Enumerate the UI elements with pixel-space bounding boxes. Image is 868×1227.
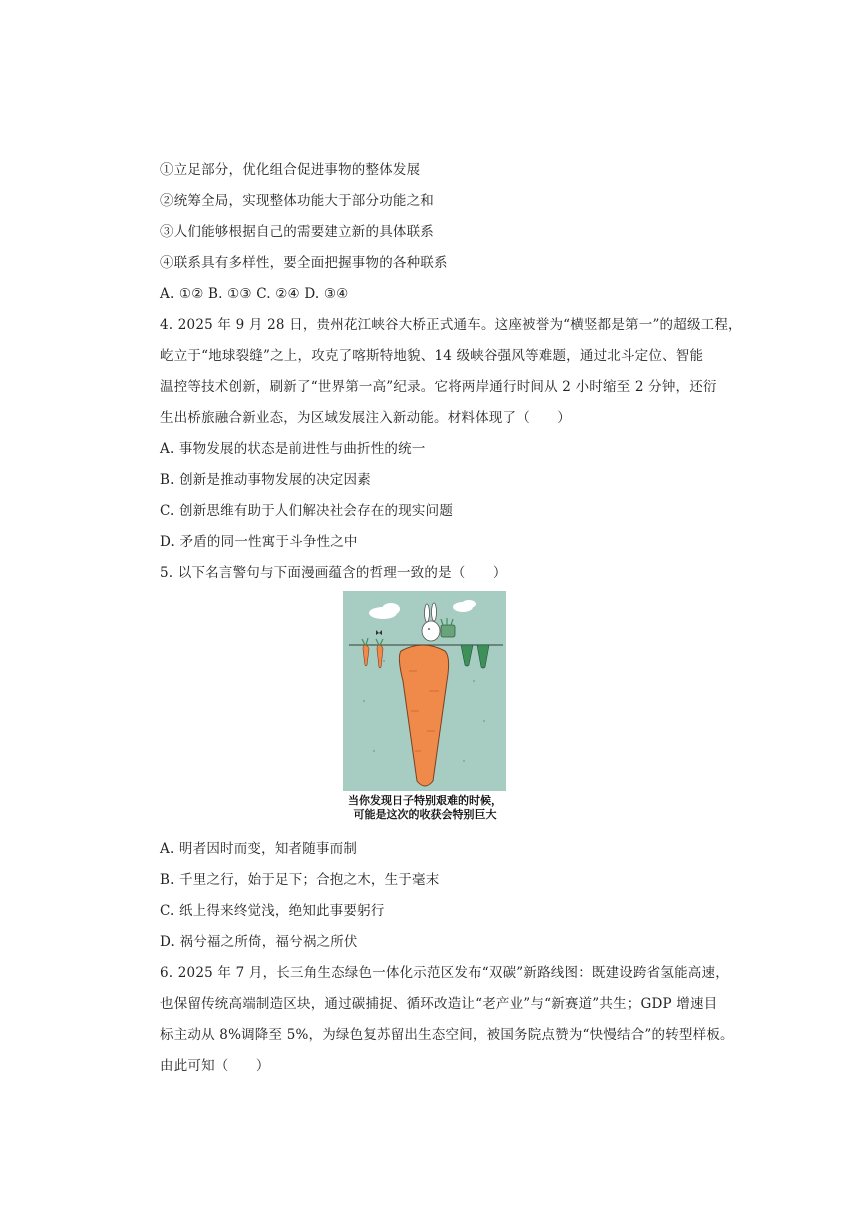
q5-choice-b: B. 千里之行，始于足下；合抱之木，生于毫末	[160, 872, 440, 888]
carrot-cartoon-illustration	[343, 591, 506, 791]
q3-option-3: ③人们能够根据自己的需要建立新的具体联系	[160, 224, 434, 240]
q6-stem-line-4: 由此可知（ ）	[160, 1058, 270, 1074]
q5-choice-c: C. 纸上得来终觉浅，绝知此事要躬行	[160, 903, 385, 919]
q6-stem-line-2: 也保留传统高端制造区块，通过碳捕捉、循环改造让“老产业”与“新赛道”共生；GDP 增速目	[160, 996, 718, 1012]
q4-stem-line-3: 温控等技术创新，刷新了“世界第一高”纪录。它将两岸通行时间从 2 小时缩至 2 分钟，还衍	[160, 379, 717, 395]
q4-stem-line-4: 生出桥旅融合新业态，为区域发展注入新动能。材料体现了（ ）	[160, 410, 571, 426]
q6-stem-line-1: 6. 2025 年 7 月，长三角生态绿色一体化示范区发布“双碳”新路线图：既建设跨省氢能高速，	[160, 965, 729, 981]
q3-option-1: ①立足部分，优化组合促进事物的整体发展	[160, 162, 421, 178]
q3-answer-choices: A. ①② B. ①③ C. ②④ D. ③④	[160, 286, 349, 302]
carrot-cartoon-image	[343, 591, 506, 791]
q3-option-2: ②统筹全局，实现整体功能大于部分功能之和	[160, 193, 434, 209]
q5-choice-d: D. 祸兮福之所倚，福兮祸之所伏	[160, 934, 358, 950]
q4-stem-line-2: 屹立于“地球裂缝”之上，攻克了喀斯特地貌、14 级峡谷强风等难题，通过北斗定位、智能	[160, 348, 704, 364]
q4-choice-b: B. 创新是推动事物发展的决定因素	[160, 472, 371, 488]
figure-caption-line-1: 当你发现日子特别艰难的时候，	[348, 794, 502, 807]
q3-option-4: ④联系具有多样性，要全面把握事物的各种联系	[160, 255, 448, 271]
q5-stem: 5. 以下名言警句与下面漫画蕴含的哲理一致的是（ ）	[160, 565, 507, 581]
q5-choice-a: A. 明者因时而变，知者随事而制	[160, 841, 358, 857]
q4-choice-d: D. 矛盾的同一性寓于斗争性之中	[160, 534, 358, 550]
figure-caption-line-2: 可能是这次的收获会特别巨大	[353, 808, 497, 821]
q4-choice-a: A. 事物发展的状态是前进性与曲折性的统一	[160, 441, 426, 457]
q4-choice-c: C. 创新思维有助于人们解决社会存在的现实问题	[160, 503, 454, 519]
q6-stem-line-3: 标主动从 8%调降至 5%，为绿色复苏留出生态空间，被国务院点赞为“快慢结合”的转型样板。	[160, 1027, 734, 1043]
q4-stem-line-1: 4. 2025 年 9 月 28 日，贵州花江峡谷大桥正式通车。这座被誉为“横竖都是第一”的超级工程，	[160, 317, 742, 333]
